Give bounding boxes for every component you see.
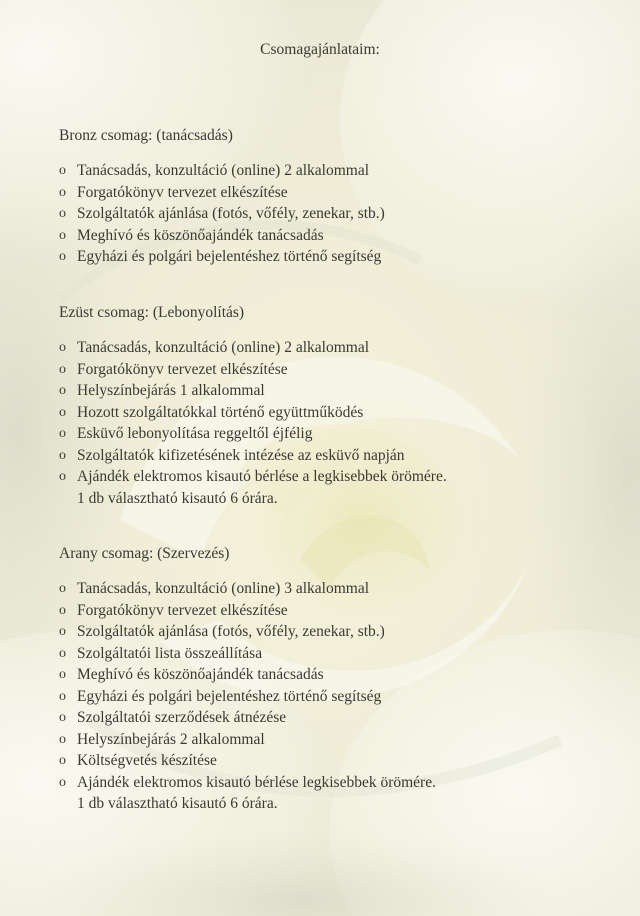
list-item-text: Ajándék elektromos kisautó bérlése a legkisebbek örömére. (77, 468, 447, 485)
package-item-list (59, 578, 619, 815)
list-item-text: Helyszínbejárás 1 alkalommal (77, 382, 265, 399)
list-item (59, 160, 619, 182)
bullet-circle-icon: o (59, 340, 66, 355)
list-item-text: Meghívó és köszönőajándék tanácsadás (77, 666, 324, 683)
list-item-text: Szolgáltatók kifizetésének intézése az esküvő napján (77, 446, 405, 464)
list-item-text: Meghívó és köszönőajándék tanácsadás (77, 226, 324, 244)
bullet-circle-icon: o (59, 602, 66, 618)
list-item-text: Tanácsadás, konzultáció (online) 3 alkalommal (77, 580, 370, 597)
package-gold (59, 544, 619, 815)
package-heading: Arany csomag: (Szervezés) (59, 545, 230, 562)
list-item (59, 182, 619, 204)
list-item (59, 337, 619, 359)
package-heading: Bronz csomag: (tanácsadás) (59, 127, 233, 144)
bullet-circle-icon: o (59, 163, 66, 178)
list-item (59, 664, 619, 686)
list-item (59, 750, 619, 772)
bullet-circle-icon: o (59, 667, 66, 682)
list-item (59, 359, 619, 381)
list-item-text: Esküvő lebonyolítása reggeltől éjfélig (77, 425, 313, 442)
page-title: Csomagajánlataim: (260, 41, 380, 58)
list-item (59, 643, 619, 665)
list-item-text: Szolgáltatók ajánlása (fotós, vőfély, zenekar, stb.) (77, 623, 385, 640)
list-item (59, 466, 619, 509)
list-item (59, 772, 619, 815)
bullet-circle-icon: o (59, 447, 66, 463)
list-item (59, 246, 619, 268)
bullet-circle-icon: o (59, 227, 66, 243)
list-item-text: Forgatókönyv tervezet elkészítése (77, 183, 288, 201)
list-item-text: Szolgáltatói lista összeállítása (77, 644, 263, 662)
list-item (59, 203, 619, 225)
list-item-note: 1 db választható kisautó 6 órára. (77, 489, 278, 507)
list-item (59, 402, 619, 424)
list-item-note: 1 db választható kisautó 6 órára. (77, 795, 278, 812)
bullet-circle-icon: o (59, 645, 66, 661)
list-item-text: Helyszínbejárás 2 alkalommal (77, 730, 265, 748)
list-item (59, 423, 619, 445)
bullet-circle-icon: o (59, 774, 66, 790)
list-item-text: Tanácsadás, konzultáció (online) 2 alkalommal (77, 339, 370, 356)
package-item-list (59, 337, 619, 509)
list-item (59, 380, 619, 402)
list-item-text: Forgatókönyv tervezet elkészítése (77, 360, 288, 378)
package-heading: Ezüst csomag: (Lebonyolítás) (59, 304, 245, 321)
bullet-circle-icon: o (59, 731, 66, 747)
bullet-circle-icon: o (59, 469, 66, 484)
package-silver (59, 303, 619, 509)
list-item-text: Szolgáltatók ajánlása (fotós, vőfély, zenekar, stb.) (77, 205, 385, 222)
bullet-circle-icon: o (59, 404, 66, 420)
bullet-circle-icon: o (59, 710, 66, 725)
list-item (59, 729, 619, 751)
bullet-circle-icon: o (59, 383, 66, 398)
list-item (59, 578, 619, 600)
list-item-text: Tanácsadás, konzultáció (online) 2 alkalommal (77, 162, 370, 179)
list-item-text: Költségvetés készítése (77, 752, 217, 769)
bullet-circle-icon: o (59, 624, 66, 639)
bullet-circle-icon: o (59, 184, 66, 200)
list-item (59, 600, 619, 622)
list-item-text: Hozott szolgáltatókkal történő együttműködés (77, 403, 364, 421)
list-item-text: Ajándék elektromos kisautó bérlése legkisebbek örömére. (77, 773, 436, 791)
bullet-circle-icon: o (59, 249, 66, 264)
list-item-text: Egyházi és polgári bejelentéshez történő segítség (77, 687, 382, 705)
bullet-circle-icon: o (59, 581, 66, 596)
list-item-text: Szolgáltatói szerződések átnézése (77, 709, 287, 726)
bullet-circle-icon: o (59, 206, 66, 221)
list-item-text: Egyházi és polgári bejelentéshez történő segítség (77, 248, 382, 265)
list-item (59, 225, 619, 247)
bullet-circle-icon: o (59, 426, 66, 441)
list-item (59, 445, 619, 467)
list-item (59, 621, 619, 643)
list-item-text: Forgatókönyv tervezet elkészítése (77, 601, 288, 619)
package-bronze (59, 126, 619, 268)
bullet-circle-icon: o (59, 361, 66, 377)
bullet-circle-icon: o (59, 753, 66, 768)
list-item (59, 686, 619, 708)
package-item-list (59, 160, 619, 268)
bullet-circle-icon: o (59, 688, 66, 704)
list-item (59, 707, 619, 729)
